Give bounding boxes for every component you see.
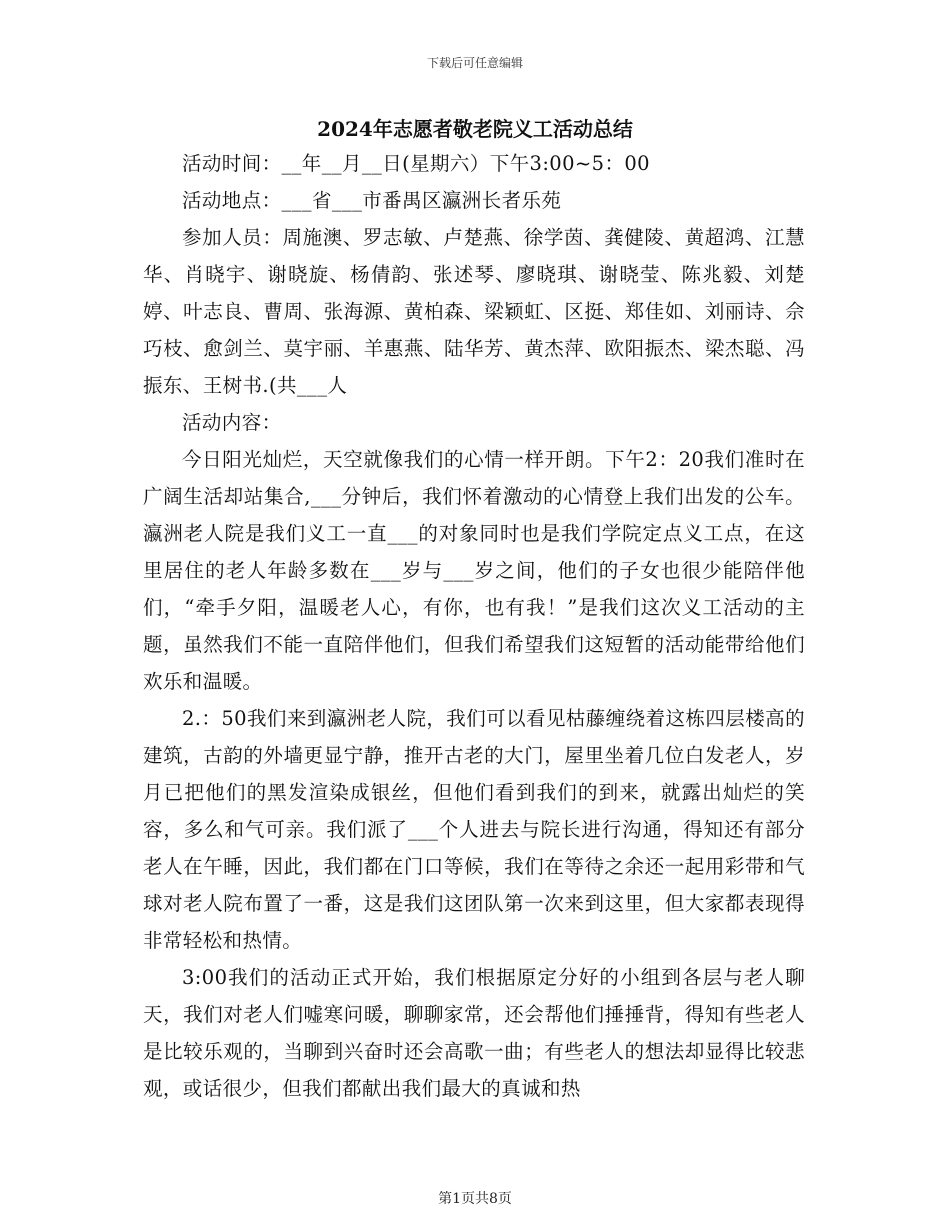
content-heading: 活动内容：	[182, 411, 282, 434]
paragraph-2: 2.：50我们来到瀛洲老人院，我们可以看见枯藤缠绕着这栋四层楼高的建筑，古韵的外墙更显宁静，推开古老的大门，屋里坐着几位白发老人，岁月已把他们的黑发渲染成银丝，但他们看到我们的到来，就露出灿烂的笑容，多么和气可亲。我们派了___个人进去与院长进行沟通，得知还有部分老人在午睡，因此，我们都在门口等候，我们在等待之余还一起用彩带和气球对老人院布置了一番，这是我们这团队第一次来到这里，但大家都表现得非常轻松和热情。	[143, 707, 805, 952]
document-title: 2024年志愿者敬老院义工活动总结	[317, 117, 633, 141]
participants-paragraph: 参加人员：周施澳、罗志敏、卢楚燕、徐学茵、龚健陵、黄超鸿、江慧华、肖晓宇、谢晓旋、杨倩韵、张述琴、廖晓琪、谢晓莹、陈兆毅、刘楚婷、叶志良、曹周、张海源、黄柏森、梁颖虹、区挺、郑佳如、刘丽诗、佘巧枝、愈剑兰、莫宇丽、羊惠燕、陆华芳、黄杰萍、欧阳振杰、梁杰聪、冯振东、王树书.(共___人	[143, 226, 805, 397]
document-body	[143, 145, 805, 1107]
header-note: 下载后可任意编辑	[426, 56, 523, 70]
page-footer: 第1页共8页	[438, 1191, 512, 1207]
activity-time: 活动时间：__年__月__日(星期六）下午3:00~5：00	[182, 152, 650, 175]
paragraph-3: 3:00我们的活动正式开始，我们根据原定分好的小组到各层与老人聊天，我们对老人们嘘寒问暖，聊聊家常，还会帮他们捶捶背，得知有些老人是比较乐观的，当聊到兴奋时还会高歌一曲；有些老人的想法却显得比较悲观，或话很少，但我们都献出我们最大的真诚和热	[143, 966, 805, 1100]
activity-place: 活动地点：___省___市番禺区瀛洲长者乐苑	[182, 189, 562, 212]
paragraph-1: 今日阳光灿烂，天空就像我们的心情一样开朗。下午2：20我们准时在广阔生活却站集合,___分钟后，我们怀着激动的心情登上我们出发的公车。瀛洲老人院是我们义工一直___的对象同时也是我们学院定点义工点，在这里居住的老人年龄多数在___岁与___岁之间，他们的子女也很少能陪伴他们，“牵手夕阳，温暖老人心，有你，也有我！”是我们这次义工活动的主题，虽然我们不能一直陪伴他们，但我们希望我们这短暂的活动能带给他们欢乐和温暖。	[143, 448, 805, 693]
